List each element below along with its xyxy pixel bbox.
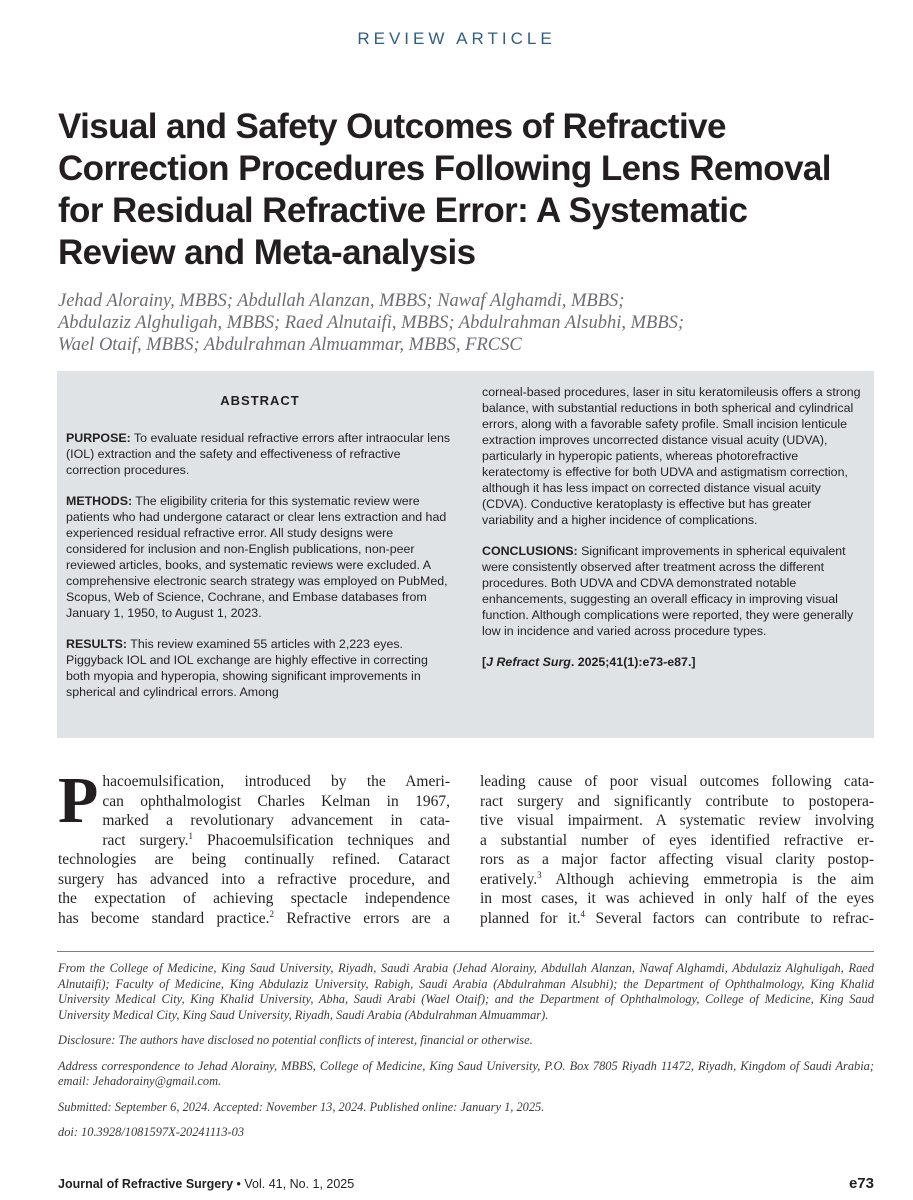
footer-bullet: • (233, 1177, 245, 1191)
body-line: in most cases, it was achieved in only half of the eyes (480, 890, 874, 907)
abstract-results-continued: corneal-based procedures, laser in situ keratomileusis offers a strong balance, with substantial reductions in both spherical and cylindrical errors, along with a favorable safety profile. Small incision lenticule extraction improves uncorrected distance visual acuity (UDVA), particularly in hyperopic patients, whereas photorefractive keratectomy is effective for both UDVA and astigmatism correction, although it has less impact on corrected distance visual acuity (CDVA). Conductive keratoplasty is effective but has greater variability and a higher incidence of complications. (482, 385, 861, 527)
body-line: marked a revolutionary advancement in cata- (102, 812, 450, 829)
section-label: REVIEW ARTICLE (357, 29, 556, 48)
body-text: ract surgery. (102, 831, 189, 849)
methods-text: The eligibility criteria for this systematic review were patients who had undergone cataract or clear lens extraction and had experienced residual refractive error. All study designs were considered for inclusion and non-English publications, non-peer reviewed articles, books, and systematic reviews were excluded. A comprehensive electronic search strategy was employed on PubMed, Scopus, Web of Science, Cochrane, and Embase databases from January 1, 1950, to August 1, 2023. (66, 494, 448, 620)
body-text: Phacoemulsification techniques and (206, 831, 451, 849)
body-text: Refractive errors are a (286, 909, 450, 927)
article-title (58, 106, 888, 274)
body-text: eratively. (480, 870, 538, 888)
disclosure-note: Disclosure: The authors have disclosed no potential conflicts of interest, financial or otherwise. (58, 1033, 533, 1047)
dates-note: Submitted: September 6, 2024. Accepted: November 13, 2024. Published online: January 1, 2025. (58, 1099, 545, 1114)
body-text: Although achieving emmetropia is the aim (555, 870, 874, 888)
drop-cap: P (58, 764, 99, 837)
body-line: rors as a major factor affecting visual clarity postop- (480, 851, 874, 868)
affiliations-note: From the College of Medicine, King Saud University, Riyadh, Saudi Arabia (Jehad Alorainy, Abdullah Alanzan, Nawaf Alghamdi, Abdulaziz Alghuligah, Raed Alnutaifi); Faculty of Medicine, King Abdulaziz University, Rabigh, Saudi Arabia (Abdulrahman Alsubhi); the Department of Ophthalmology, King Khalid University Medical City, King Khalid University, Abha, Saudi Arabi (Wael Otaif); and the Department of Ophthalmology, College of Medicine, King Saud University Medical City, King Saud University, Riyadh, Saudi Arabia (Abdulrahman Almuammar). (58, 961, 874, 1022)
abstract-results (66, 636, 454, 700)
body-line: a substantial number of eyes identified refractive er- (480, 831, 874, 849)
citation-details: . 2025;41(1):e73-e87.] (570, 655, 696, 669)
citation-journal: J Refract Surg (486, 655, 571, 669)
body-line (480, 870, 874, 890)
title-line: for Residual Refractive Error: A Systematic (58, 191, 748, 230)
abstract-conclusions (482, 543, 866, 639)
author-line: Abdulaziz Alghuligah, MBBS; Raed Alnutaifi, MBBS; Abdulrahman Alsubhi, MBBS; (58, 313, 685, 333)
volume-info: Vol. 41, No. 1, 2025 (244, 1177, 355, 1191)
conclusions-text: Significant improvements in spherical equivalent were consistently observed after treatment across the different procedures. Both UDVA and CDVA demonstrated notable enhancements, suggesting an overall efficacy in improving visual function. Although complications were reported, they were generally low in incidence and varied across procedure types. (482, 544, 854, 638)
title-line: Visual and Safety Outcomes of Refractive (58, 107, 726, 146)
purpose-text: To evaluate residual refractive errors after intraocular lens (IOL) extraction and the safety and effectiveness of refractive correction procedures. (66, 431, 451, 477)
journal-name: Journal of Refractive Surgery (58, 1177, 234, 1191)
reference-marker[interactable]: 3 (537, 869, 542, 880)
body-line: the expectation of achieving spectacle independence (58, 890, 450, 907)
abstract-left-column (66, 371, 454, 715)
abstract-methods (66, 493, 454, 621)
footnote-divider (57, 951, 874, 952)
conclusions-label: CONCLUSIONS: (482, 544, 578, 558)
author-line: Jehad Alorainy, MBBS; Abdullah Alanzan, MBBS; Nawaf Alghamdi, MBBS; (58, 291, 625, 311)
body-line: can ophthalmologist Charles Kelman in 1967, (102, 792, 450, 810)
body-line: surgery has advanced into a refractive procedure, and (58, 870, 450, 888)
results-text: This review examined 55 articles with 2,223 eyes. Piggyback IOL and IOL exchange are highly effective in correcting both myopia and hyperopia, showing significant improvements in spherical and cylindrical errors. Among (66, 637, 428, 699)
methods-label: METHODS: (66, 494, 133, 508)
reference-marker[interactable]: 1 (188, 830, 194, 841)
reference-marker[interactable]: 2 (269, 908, 274, 919)
body-line: ract surgery and significantly contribute to postopera- (480, 792, 874, 810)
author-list (58, 290, 858, 356)
citation-open: [ (482, 655, 487, 669)
title-line: Correction Procedures Following Lens Removal (58, 149, 831, 188)
body-line: technologies are being continually refined. Cataract (58, 851, 450, 868)
body-text: Several factors can contribute to refrac- (595, 909, 875, 927)
body-line: tive visual impairment. A systematic review involving (480, 812, 874, 829)
footnotes (58, 961, 874, 1151)
body-right-column (480, 772, 874, 928)
body-left-column (58, 764, 451, 928)
running-footer (58, 1177, 354, 1191)
body-text: has become standard practice. (58, 909, 270, 927)
abstract-box (57, 371, 874, 738)
body-line: hacoemulsification, introduced by the Ameri- (102, 773, 450, 790)
abstract-right-column (482, 384, 866, 670)
author-line: Wael Otaif, MBBS; Abdulrahman Almuammar, MBBS, FRCSC (58, 335, 522, 355)
abstract-heading: ABSTRACT (220, 393, 300, 408)
body-text: planned for it. (480, 909, 581, 927)
doi-link[interactable]: doi: 10.3928/1081597X-20241113-03 (58, 1125, 245, 1139)
title-line: Review and Meta-analysis (58, 233, 476, 272)
abstract-purpose (66, 430, 454, 478)
reference-marker[interactable]: 4 (580, 908, 586, 919)
correspondence-note: Address correspondence to Jehad Alorainy, MBBS, College of Medicine, King Saud University, P.O. Box 7805 Riyadh 11472, Riyadh, Kingdom of Saudi Arabia; email: Jehadorainy@gmail.com. (58, 1058, 874, 1088)
body-line (58, 831, 450, 851)
body-line (480, 909, 874, 929)
abstract-citation (482, 654, 866, 670)
purpose-label: PURPOSE: (66, 431, 131, 445)
page-number: e73 (848, 1175, 874, 1192)
results-label: RESULTS: (66, 637, 128, 651)
body-line: leading cause of poor visual outcomes following cata- (480, 773, 874, 790)
body-line (58, 909, 450, 929)
